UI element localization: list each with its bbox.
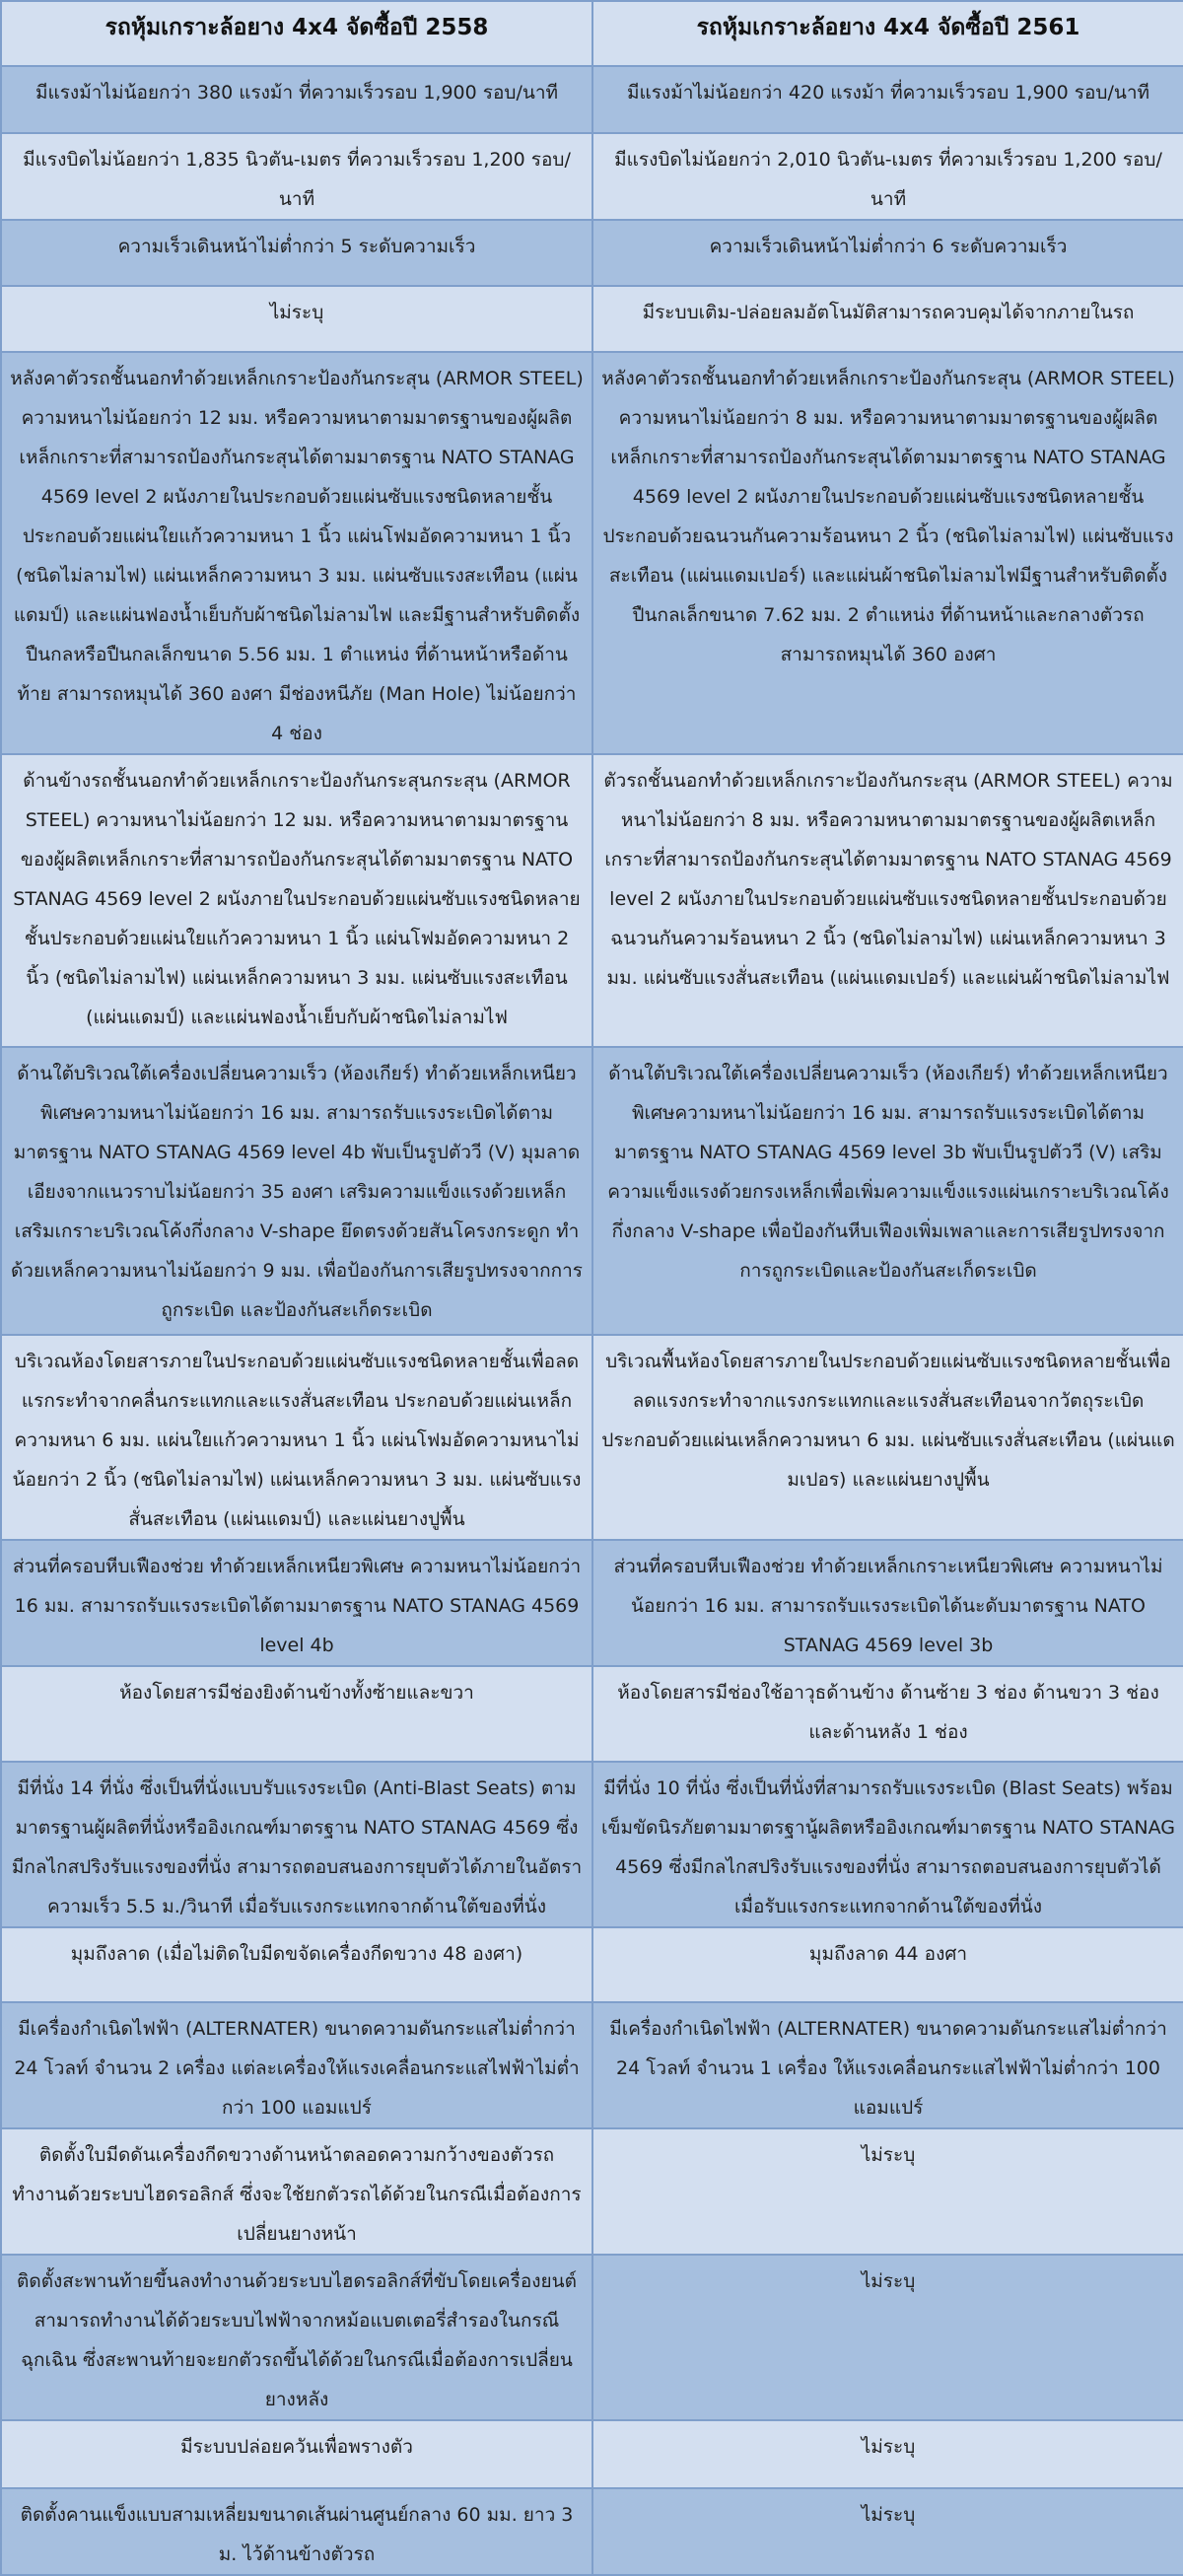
header-row	[1, 1, 1183, 66]
cell-2558: ด้านใต้บริเวณใต้เครื่องเปลี่ยนความเร็ว (ห้องเกียร์) ทำด้วยเหล็กเหนียวพิเศษความหนาไม่น้อยกว่า 16 มม. สามารถรับแรงระเบิดได้ตามมาตรฐาน NATO STANAG 4569 level 4b พับเป็นรูปตัววี (V) มุมลาดเอียงจากแนวราบไม่น้อยกว่า 35 องศา เสริมความแข็งแรงด้วยเหล็กเสริมเกราะบริเวณโค้งกึ่งกลาง V-shape ยึดตรงด้วยสันโครงกระดูก ทำด้วยเหล็กความหนาไม่น้อยกว่า 9 มม. เพื่อป้องกันการเสียรูปทรงจากการถูกระเบิด และป้องกันสะเก็ดระเบิด	[1, 1047, 592, 1335]
cell-2561: ไม่ระบุ	[592, 2255, 1183, 2420]
cell-2558: มีระบบปล่อยควันเพื่อพรางตัว	[1, 2420, 592, 2488]
cell-2561: ไม่ระบุ	[592, 2488, 1183, 2575]
table-row	[1, 1762, 1183, 1927]
cell-2561: มีแรงบิดไม่น้อยกว่า 2,010 นิวตัน-เมตร ที่ความเร็วรอบ 1,200 รอบ/นาที	[592, 133, 1183, 220]
cell-2561: ตัวรถชั้นนอกทำด้วยเหล็กเกราะป้องกันกระสุน (ARMOR STEEL) ความหนาไม่น้อยกว่า 8 มม. หรือความหนาตามมาตรฐานของผู้ผลิตเหล็กเกราะที่สามารถป้องกันกระสุนได้ตามมาตรฐาน NATO STANAG 4569 level 2 ผนังภายในประกอบด้วยแผ่นซับแรงชนิดหลายชั้นประกอบด้วยฉนวนกันความร้อนหนา 2 นิ้ว (ชนิดไม่ลามไฟ) แผ่นเหล็กความหนา 3 มม. แผ่นซับแรงสั่นสะเทือน (แผ่นแดมเปอร์) และแผ่นผ้าชนิดไม่ลามไฟ	[592, 754, 1183, 1047]
cell-2558: ไม่ระบุ	[1, 286, 592, 352]
cell-2558: มีแรงม้าไม่น้อยกว่า 380 แรงม้า ที่ความเร็วรอบ 1,900 รอบ/นาที	[1, 66, 592, 133]
cell-2558: ห้องโดยสารมีช่องยิงด้านข้างทั้งซ้ายและขวา	[1, 1666, 592, 1762]
cell-2561: หลังคาตัวรถชั้นนอกทำด้วยเหล็กเกราะป้องกันกระสุน (ARMOR STEEL) ความหนาไม่น้อยกว่า 8 มม. หรือความหนาตามมาตรฐานของผู้ผลิตเหล็กเกราะที่สามารถป้องกันกระสุนได้ตามมาตรฐาน NATO STANAG 4569 level 2 ผนังภายในประกอบด้วยแผ่นซับแรงชนิดหลายชั้นประกอบด้วยฉนวนกันความร้อนหนา 2 นิ้ว (ชนิดไม่ลามไฟ) แผ่นซับแรงสะเทือน (แผ่นแดมเปอร์) และแผ่นผ้าชนิดไม่ลามไฟมีฐานสำหรับติดตั้งปืนกลเล็กขนาด 7.62 มม. 2 ตำแหน่ง ที่ด้านหน้าและกลางตัวรถ สามารถหมุนได้ 360 องศา	[592, 352, 1183, 754]
table-row	[1, 1047, 1183, 1335]
cell-2558: บริเวณห้องโดยสารภายในประกอบด้วยแผ่นซับแรงชนิดหลายชั้นเพื่อลดแรกระทำจากคลื่นกระแทกและแรงสั่นสะเทือน ประกอบด้วยแผ่นเหล็กความหนา 6 มม. แผ่นใยแก้วความหนา 1 นิ้ว แผ่นโฟมอัดความหนาไม่น้อยกว่า 2 นิ้ว (ชนิดไม่ลามไฟ) แผ่นเหล็กความหนา 3 มม. แผ่นซับแรงสั่นสะเทือน (แผ่นแดมป์) และแผ่นยางปูพื้น	[1, 1335, 592, 1540]
table-row	[1, 2128, 1183, 2255]
table-row	[1, 286, 1183, 352]
table-row	[1, 1927, 1183, 2002]
header-2561: รถหุ้มเกราะล้อยาง 4x4 จัดซื้อปี 2561	[592, 1, 1183, 66]
cell-2558: มุมถึงลาด (เมื่อไม่ติดใบมีดขจัดเครื่องกีดขวาง 48 องศา)	[1, 1927, 592, 2002]
cell-2561: มีที่นั่ง 10 ที่นั่ง ซึ่งเป็นที่นั่งที่สามารถรับแรงระเบิด (Blast Seats) พร้อมเข็มขัดนิรภัยตามมาตรฐานู้ผลิตหรืออิงเกณฑ์มาตรฐาน NATO STANAG 4569 ซึ่งมีกลไกสปริงรับแรงของที่นั่ง สามารถตอบสนองการยุบตัวได้เมื่อรับแรงกระแทกจากด้านใต้ของที่นั่ง	[592, 1762, 1183, 1927]
table-row	[1, 352, 1183, 754]
header-2558: รถหุ้มเกราะล้อยาง 4x4 จัดซื้อปี 2558	[1, 1, 592, 66]
cell-2561: ด้านใต้บริเวณใต้เครื่องเปลี่ยนความเร็ว (ห้องเกียร์) ทำด้วยเหล็กเหนียวพิเศษความหนาไม่น้อยกว่า 16 มม. สามารถรับแรงระเบิดได้ตามมาตรฐาน NATO STANAG 4569 level 3b พับเป็นรูปตัววี (V) เสริมความแข็งแรงด้วยกรงเหล็กเพื่อเพิ่มความแข็งแรงแผ่นเกราะบริเวณโค้งกึ่งกลาง V-shape เพื่อป้องกันหีบเฟืองเพิ่มเพลาและการเสียรูปทรงจากการถูกระเบิดและป้องกันสะเก็ดระเบิด	[592, 1047, 1183, 1335]
table-row	[1, 66, 1183, 133]
table-row	[1, 1666, 1183, 1762]
table-row	[1, 2488, 1183, 2575]
cell-2558: มีเครื่องกำเนิดไฟฟ้า (ALTERNATER) ขนาดความดันกระแสไม่ต่ำกว่า 24 โวลท์ จำนวน 2 เครื่อง แต่ละเครื่องให้แรงเคลื่อนกระแสไฟฟ้าไม่ต่ำกว่า 100 แอมแปร์	[1, 2002, 592, 2128]
cell-2558: ติดตั้งสะพานท้ายขึ้นลงทำงานด้วยระบบไฮดรอลิกส์ที่ขับโดยเครื่องยนต์ สามารถทำงานได้ด้วยระบบไฟฟ้าจากหม้อแบตเตอรี่สำรองในกรณีฉุกเฉิน ซึ่งสะพานท้ายจะยกตัวรถขึ้นได้ด้วยในกรณีเมื่อต้องการเปลี่ยนยางหลัง	[1, 2255, 592, 2420]
table-row	[1, 1335, 1183, 1540]
cell-2561: ห้องโดยสารมีช่องใช้อาวุธด้านข้าง ด้านซ้าย 3 ช่อง ด้านขวา 3 ช่อง และด้านหลัง 1 ช่อง	[592, 1666, 1183, 1762]
cell-2561: มีเครื่องกำเนิดไฟฟ้า (ALTERNATER) ขนาดความดันกระแสไม่ต่ำกว่า 24 โวลท์ จำนวน 1 เครื่อง ให้แรงเคลื่อนกระแสไฟฟ้าไม่ต่ำกว่า 100 แอมแปร์	[592, 2002, 1183, 2128]
cell-2561: บริเวณพื้นห้องโดยสารภายในประกอบด้วยแผ่นซับแรงชนิดหลายชั้นเพื่อลดแรงกระทำจากแรงกระแทกและแรงสั่นสะเทือนจากวัตถุระเบิด ประกอบด้วยแผ่นเหล็กความหนา 6 มม. แผ่นซับแรงสั่นสะเทือน (แผ่นแดมเปอร) และแผ่นยางปูพื้น	[592, 1335, 1183, 1540]
cell-2561: มีระบบเติม-ปล่อยลมอัตโนมัติสามารถควบคุมได้จากภายในรถ	[592, 286, 1183, 352]
table-row	[1, 220, 1183, 286]
cell-2558: ความเร็วเดินหน้าไม่ต่ำกว่า 5 ระดับความเร็ว	[1, 220, 592, 286]
cell-2558: ส่วนที่ครอบหีบเฟืองช่วย ทำด้วยเหล็กเหนียวพิเศษ ความหนาไม่น้อยกว่า 16 มม. สามารถรับแรงระเบิดได้ตามมาตรฐาน NATO STANAG 4569 level 4b	[1, 1540, 592, 1666]
cell-2561: ความเร็วเดินหน้าไม่ต่ำกว่า 6 ระดับความเร็ว	[592, 220, 1183, 286]
table-row	[1, 2420, 1183, 2488]
table-row	[1, 133, 1183, 220]
cell-2561: มุมถึงลาด 44 องศา	[592, 1927, 1183, 2002]
cell-2558: หลังคาตัวรถชั้นนอกทำด้วยเหล็กเกราะป้องกันกระสุน (ARMOR STEEL) ความหนาไม่น้อยกว่า 12 มม. หรือความหนาตามมาตรฐานของผู้ผลิตเหล็กเกราะที่สามารถป้องกันกระสุนได้ตามมาตรฐาน NATO STANAG 4569 level 2 ผนังภายในประกอบด้วยแผ่นซับแรงชนิดหลายชั้นประกอบด้วยแผ่นใยแก้วความหนา 1 นิ้ว แผ่นโฟมอัดความหนา 1 นิ้ว (ชนิดไม่ลามไฟ) แผ่นเหล็กความหนา 3 มม. แผ่นซับแรงสะเทือน (แผ่นแดมป์) และแผ่นฟองน้ำเย็บกับผ้าชนิดไม่ลามไฟ และมีฐานสำหรับติดตั้งปืนกลหรือปืนกลเล็กขนาด 5.56 มม. 1 ตำแหน่ง ที่ด้านหน้าหรือด้านท้าย สามารถหมุนได้ 360 องศา มีช่องหนีภัย (Man Hole) ไม่น้อยกว่า 4 ช่อง	[1, 352, 592, 754]
table-row	[1, 2002, 1183, 2128]
table-row	[1, 754, 1183, 1047]
cell-2561: ไม่ระบุ	[592, 2420, 1183, 2488]
cell-2558: ด้านข้างรถชั้นนอกทำด้วยเหล็กเกราะป้องกันกระสุนกระสุน (ARMOR STEEL) ความหนาไม่น้อยกว่า 12 มม. หรือความหนาตามมาตรฐานของผู้ผลิตเหล็กเกราะที่สามารถป้องกันกระสุนได้ตามมาตรฐาน NATO STANAG 4569 level 2 ผนังภายในประกอบด้วยแผ่นซับแรงชนิดหลายชั้นประกอบด้วยแผ่นใยแก้วความหนา 1 นิ้ว แผ่นโฟมอัดความหนา 2 นิ้ว (ชนิดไม่ลามไฟ) แผ่นเหล็กความหนา 3 มม. แผ่นซับแรงสะเทือน (แผ่นแดมป์) และแผ่นฟองน้ำเย็บกับผ้าชนิดไม่ลามไฟ	[1, 754, 592, 1047]
table-row	[1, 2255, 1183, 2420]
cell-2558: มีแรงบิดไม่น้อยกว่า 1,835 นิวตัน-เมตร ที่ความเร็วรอบ 1,200 รอบ/นาที	[1, 133, 592, 220]
cell-2558: ติดตั้งใบมีดดันเครื่องกีดขวางด้านหน้าตลอดความกว้างของตัวรถ ทำงานด้วยระบบไฮดรอลิกส์ ซึ่งจะใช้ยกตัวรถได้ด้วยในกรณีเมื่อต้องการเปลี่ยนยางหน้า	[1, 2128, 592, 2255]
cell-2561: มีแรงม้าไม่น้อยกว่า 420 แรงม้า ที่ความเร็วรอบ 1,900 รอบ/นาที	[592, 66, 1183, 133]
cell-2558: ติดตั้งคานแข็งแบบสามเหลี่ยมขนาดเส้นผ่านศูนย์กลาง 60 มม. ยาว 3 ม. ไว้ด้านข้างตัวรถ	[1, 2488, 592, 2575]
table-row	[1, 1540, 1183, 1666]
cell-2558: มีที่นั่ง 14 ที่นั่ง ซึ่งเป็นที่นั่งแบบรับแรงระเบิด (Anti-Blast Seats) ตามมาตรฐานผู้ผลิตที่นั่งหรืออิงเกณฑ์มาตรฐาน NATO STANAG 4569 ซึ่งมีกลไกสปริงรับแรงของที่นั่ง สามารถตอบสนองการยุบตัวได้ภายในอัตราความเร็ว 5.5 ม./วินาที เมื่อรับแรงกระแทกจากด้านใต้ของที่นั่ง	[1, 1762, 592, 1927]
cell-2561: ไม่ระบุ	[592, 2128, 1183, 2255]
cell-2561: ส่วนที่ครอบหีบเฟืองช่วย ทำด้วยเหล็กเกราะเหนียวพิเศษ ความหนาไม่น้อยกว่า 16 มม. สามารถรับแรงระเบิดได้นะดับมาตรฐาน NATO STANAG 4569 level 3b	[592, 1540, 1183, 1666]
